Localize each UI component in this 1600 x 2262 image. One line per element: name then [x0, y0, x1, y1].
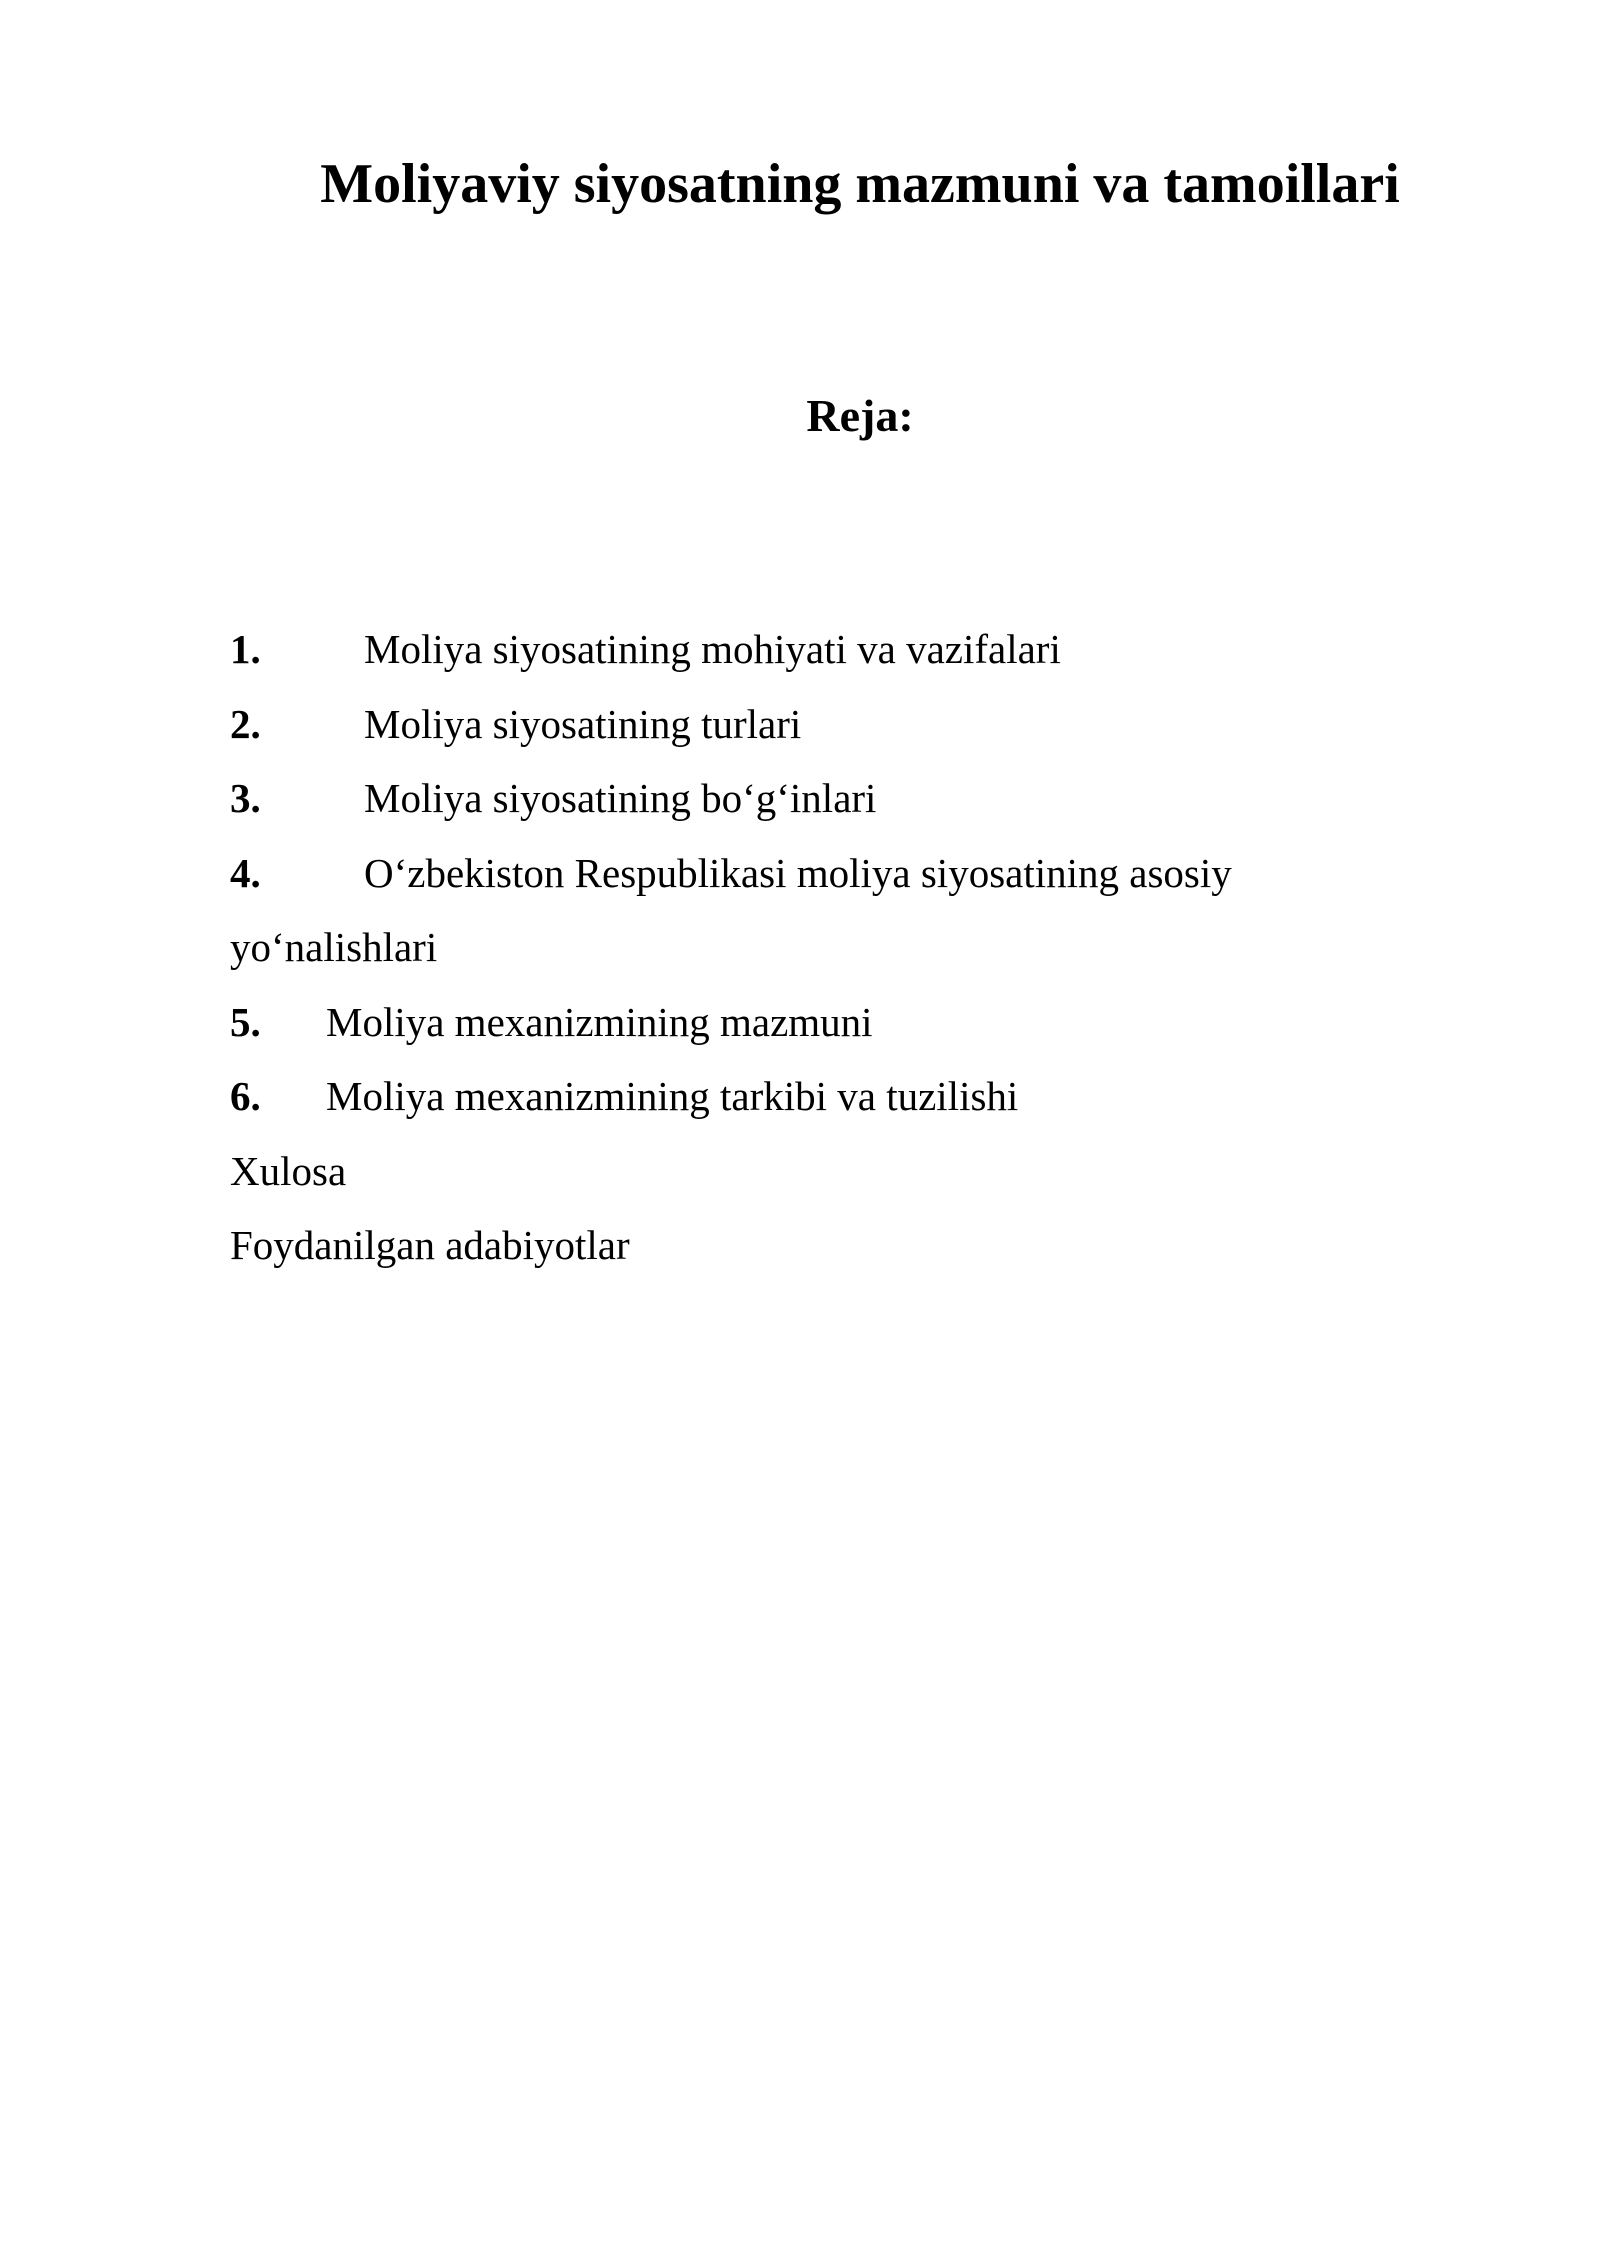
- plan-item-text: Moliya mexanizmining tarkibi va tuzilishi: [326, 1073, 1019, 1119]
- document-title: Moliyaviy siyosatning mazmuni va tamoillari: [320, 153, 1400, 215]
- plan-item-number: 5.: [230, 998, 261, 1045]
- plan-item-number: 2.: [230, 700, 261, 747]
- plan-item-number: 6.: [230, 1073, 261, 1119]
- plan-item-2: [230, 687, 1430, 762]
- references-text: Foydanilgan adabiyotlar: [230, 1222, 630, 1268]
- plan-item-text: O‘zbekiston Respublikasi moliya siyosatining asosiy: [364, 849, 1232, 896]
- plan-item-text-continuation: yo‘nalishlari: [230, 924, 438, 970]
- plan-item-4-continuation: [230, 910, 1430, 985]
- plan-item-3: [230, 761, 1430, 836]
- conclusion-text: Xulosa: [230, 1147, 347, 1194]
- plan-item-number: 1.: [230, 626, 261, 672]
- plan-item-5: [230, 985, 1430, 1060]
- plan-references: [230, 1208, 1430, 1283]
- plan-item-number: 3.: [230, 775, 261, 821]
- plan-heading: Reja:: [806, 390, 914, 441]
- plan-item-text: Moliya siyosatining mohiyati va vazifalari: [364, 626, 1061, 672]
- plan-item-6: [230, 1059, 1430, 1134]
- plan-list: [230, 612, 1430, 1283]
- plan-item-text: Moliya mexanizmining mazmuni: [326, 998, 873, 1045]
- plan-item-1: [230, 612, 1430, 687]
- plan-item-4: [230, 836, 1430, 911]
- plan-item-number: 4.: [230, 849, 261, 896]
- plan-item-text: Moliya siyosatining turlari: [364, 700, 802, 747]
- plan-item-text: Moliya siyosatining bo‘g‘inlari: [364, 775, 877, 821]
- plan-conclusion: [230, 1134, 1430, 1209]
